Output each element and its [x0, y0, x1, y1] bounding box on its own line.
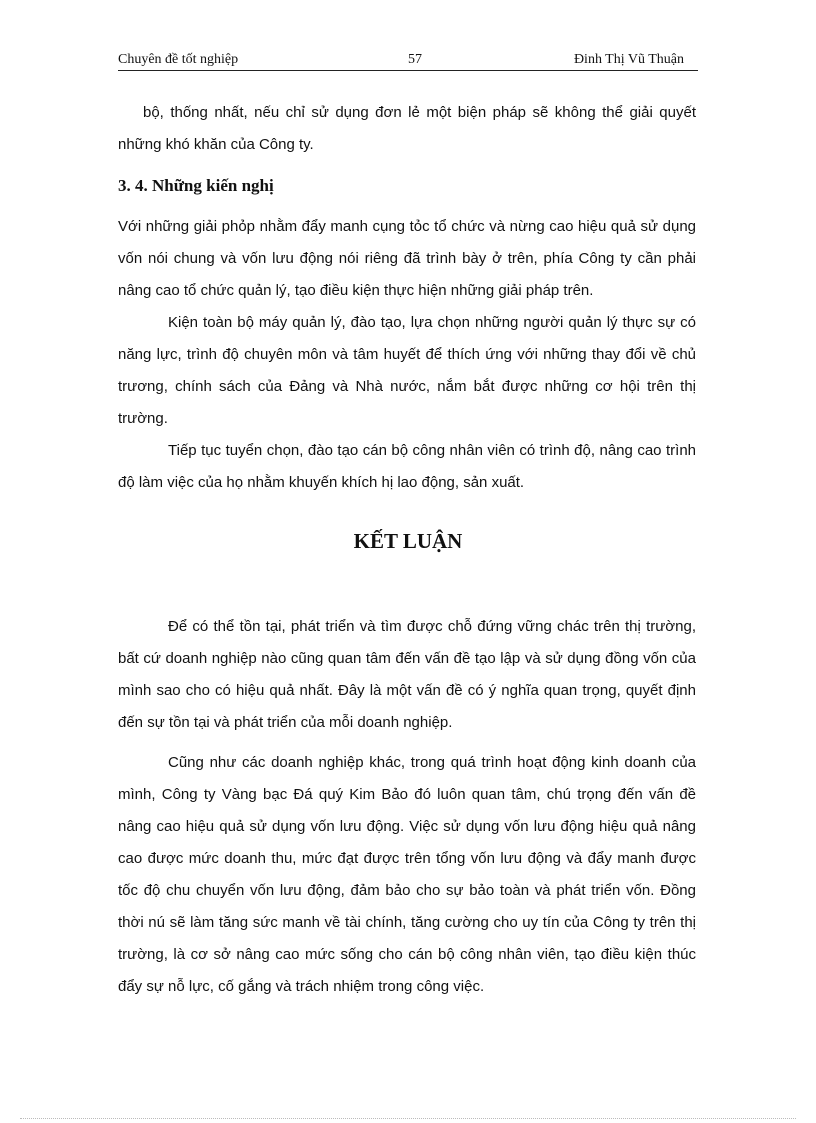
- paragraph-training: Tiếp tục tuyển chọn, đào tạo cán bộ công nhân viên có trình độ, nâng cao trình độ làm việc của họ nhằm khuyến khích hị lao động, sản xuất.: [118, 442, 696, 491]
- header-author: Đinh Thị Vũ Thuận: [573, 52, 684, 67]
- paragraph-conclusion-2: Cũng như các doanh nghiệp khác, trong quá trình hoạt động kinh doanh của mình, Công ty Vàng bạc Đá quý Kim Bảo đó luôn quan tâm, chú trọng đến vấn đề nâng cao hiệu quả sử dụng vốn lưu động. Việc sử dụng vốn lưu động hiệu quả nâng cao được mức doanh thu, mức đạt được trên tổng vốn lưu động và đẩy manh được tốc độ chu chuyển vốn lưu động, đảm bảo cho sự bảo toàn và phát triển vốn. Đồng thời nú sẽ làm tăng sức manh về tài chính, tăng cường cho uy tín của Công ty trên thị trường, là cơ sở nâng cao mức sống cho cán bộ công nhân viên, tạo điều kiện thúc đẩy sự nỗ lực, cố gắng và trách nhiệm trong công việc.: [118, 754, 696, 995]
- paragraph-management: Kiện toàn bộ máy quản lý, đào tạo, lựa chọn những người quản lý thực sự có năng lực, trình độ chuyên môn và tâm huyết để thích ứng với những thay đổi về chủ trương, chính sách của Đảng và Nhà nước, nắm bắt được những cơ hội trên thị trường.: [118, 314, 696, 427]
- page-header: [118, 50, 698, 71]
- paragraph-conclusion-1: Để có thể tồn tại, phát triển và tìm được chỗ đứng vững chác trên thị trường, bất cứ doanh nghiệp nào cũng quan tâm đến vấn đề tạo lập và sử dụng đồng vốn của mình sao cho có hiệu quả nhất. Đây là một vấn đề có ý nghĩa quan trọng, quyết định đến sự tồn tại và phát triển của mỗi doanh nghiệp.: [118, 618, 696, 731]
- paragraph-continuation: bộ, thống nhất, nếu chỉ sử dụng đơn lẻ một biện pháp sẽ không thể giải quyết những khó khăn của Công ty.: [118, 104, 696, 153]
- header-document-type: Chuyên đề tốt nghiệp: [118, 52, 239, 67]
- section-title: 3. 4. Những kiến nghị: [118, 176, 274, 195]
- paragraph-recommendations-intro: Với những giải phỏp nhằm đẩy manh cụng tỏc tổ chức và nừng cao hiệu quả sử dụng vốn nói chung và vốn lưu động nói riêng đã trình bày ở trên, phía Công ty cần phải nâng cao tổ chức quản lý, tạo điều kiện thực hiện những giải pháp trên.: [118, 218, 696, 299]
- conclusion-heading: KẾT LUẬN: [353, 529, 463, 553]
- header-page-number: 57: [408, 52, 422, 67]
- page-bottom-divider: [20, 1118, 796, 1119]
